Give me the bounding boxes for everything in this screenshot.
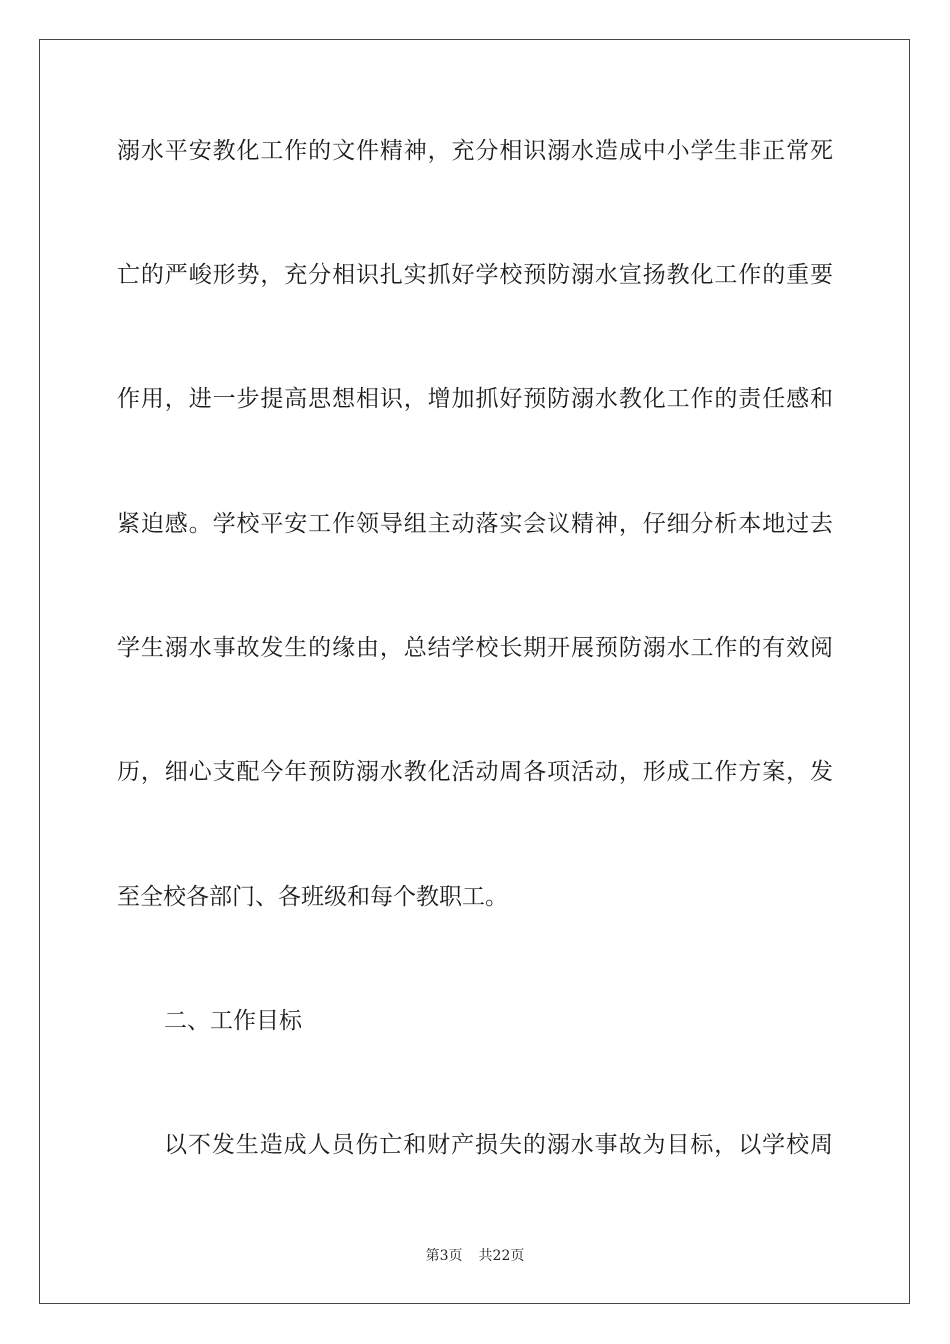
body-text-line: 作用，进一步提高思想相识，增加抓好预防溺水教化工作的责任感和 — [117, 386, 833, 412]
section-heading: 二、工作目标 — [164, 1008, 302, 1034]
body-text-line: 紧迫感。学校平安工作领导组主动落实会议精神，仔细分析本地过去 — [117, 511, 833, 537]
body-text-line: 学生溺水事故发生的缘由，总结学校长期开展预防溺水工作的有效阅 — [117, 635, 833, 661]
body-text-line: 溺水平安教化工作的文件精神，充分相识溺水造成中小学生非正常死 — [117, 138, 833, 164]
page-total: 共22页 — [478, 1248, 525, 1264]
page-footer — [0, 1247, 950, 1265]
body-text-line: 以不发生造成人员伤亡和财产损失的溺水事故为目标，以学校周 — [164, 1132, 833, 1158]
page-border — [39, 39, 910, 1304]
body-text-line: 至全校各部门、各班级和每个教职工。 — [117, 884, 508, 910]
body-text-line: 历，细心支配今年预防溺水教化活动周各项活动，形成工作方案，发 — [117, 759, 833, 785]
body-text-line: 亡的严峻形势，充分相识扎实抓好学校预防溺水宣扬教化工作的重要 — [117, 262, 833, 288]
page-number: 第3页 — [425, 1248, 463, 1264]
